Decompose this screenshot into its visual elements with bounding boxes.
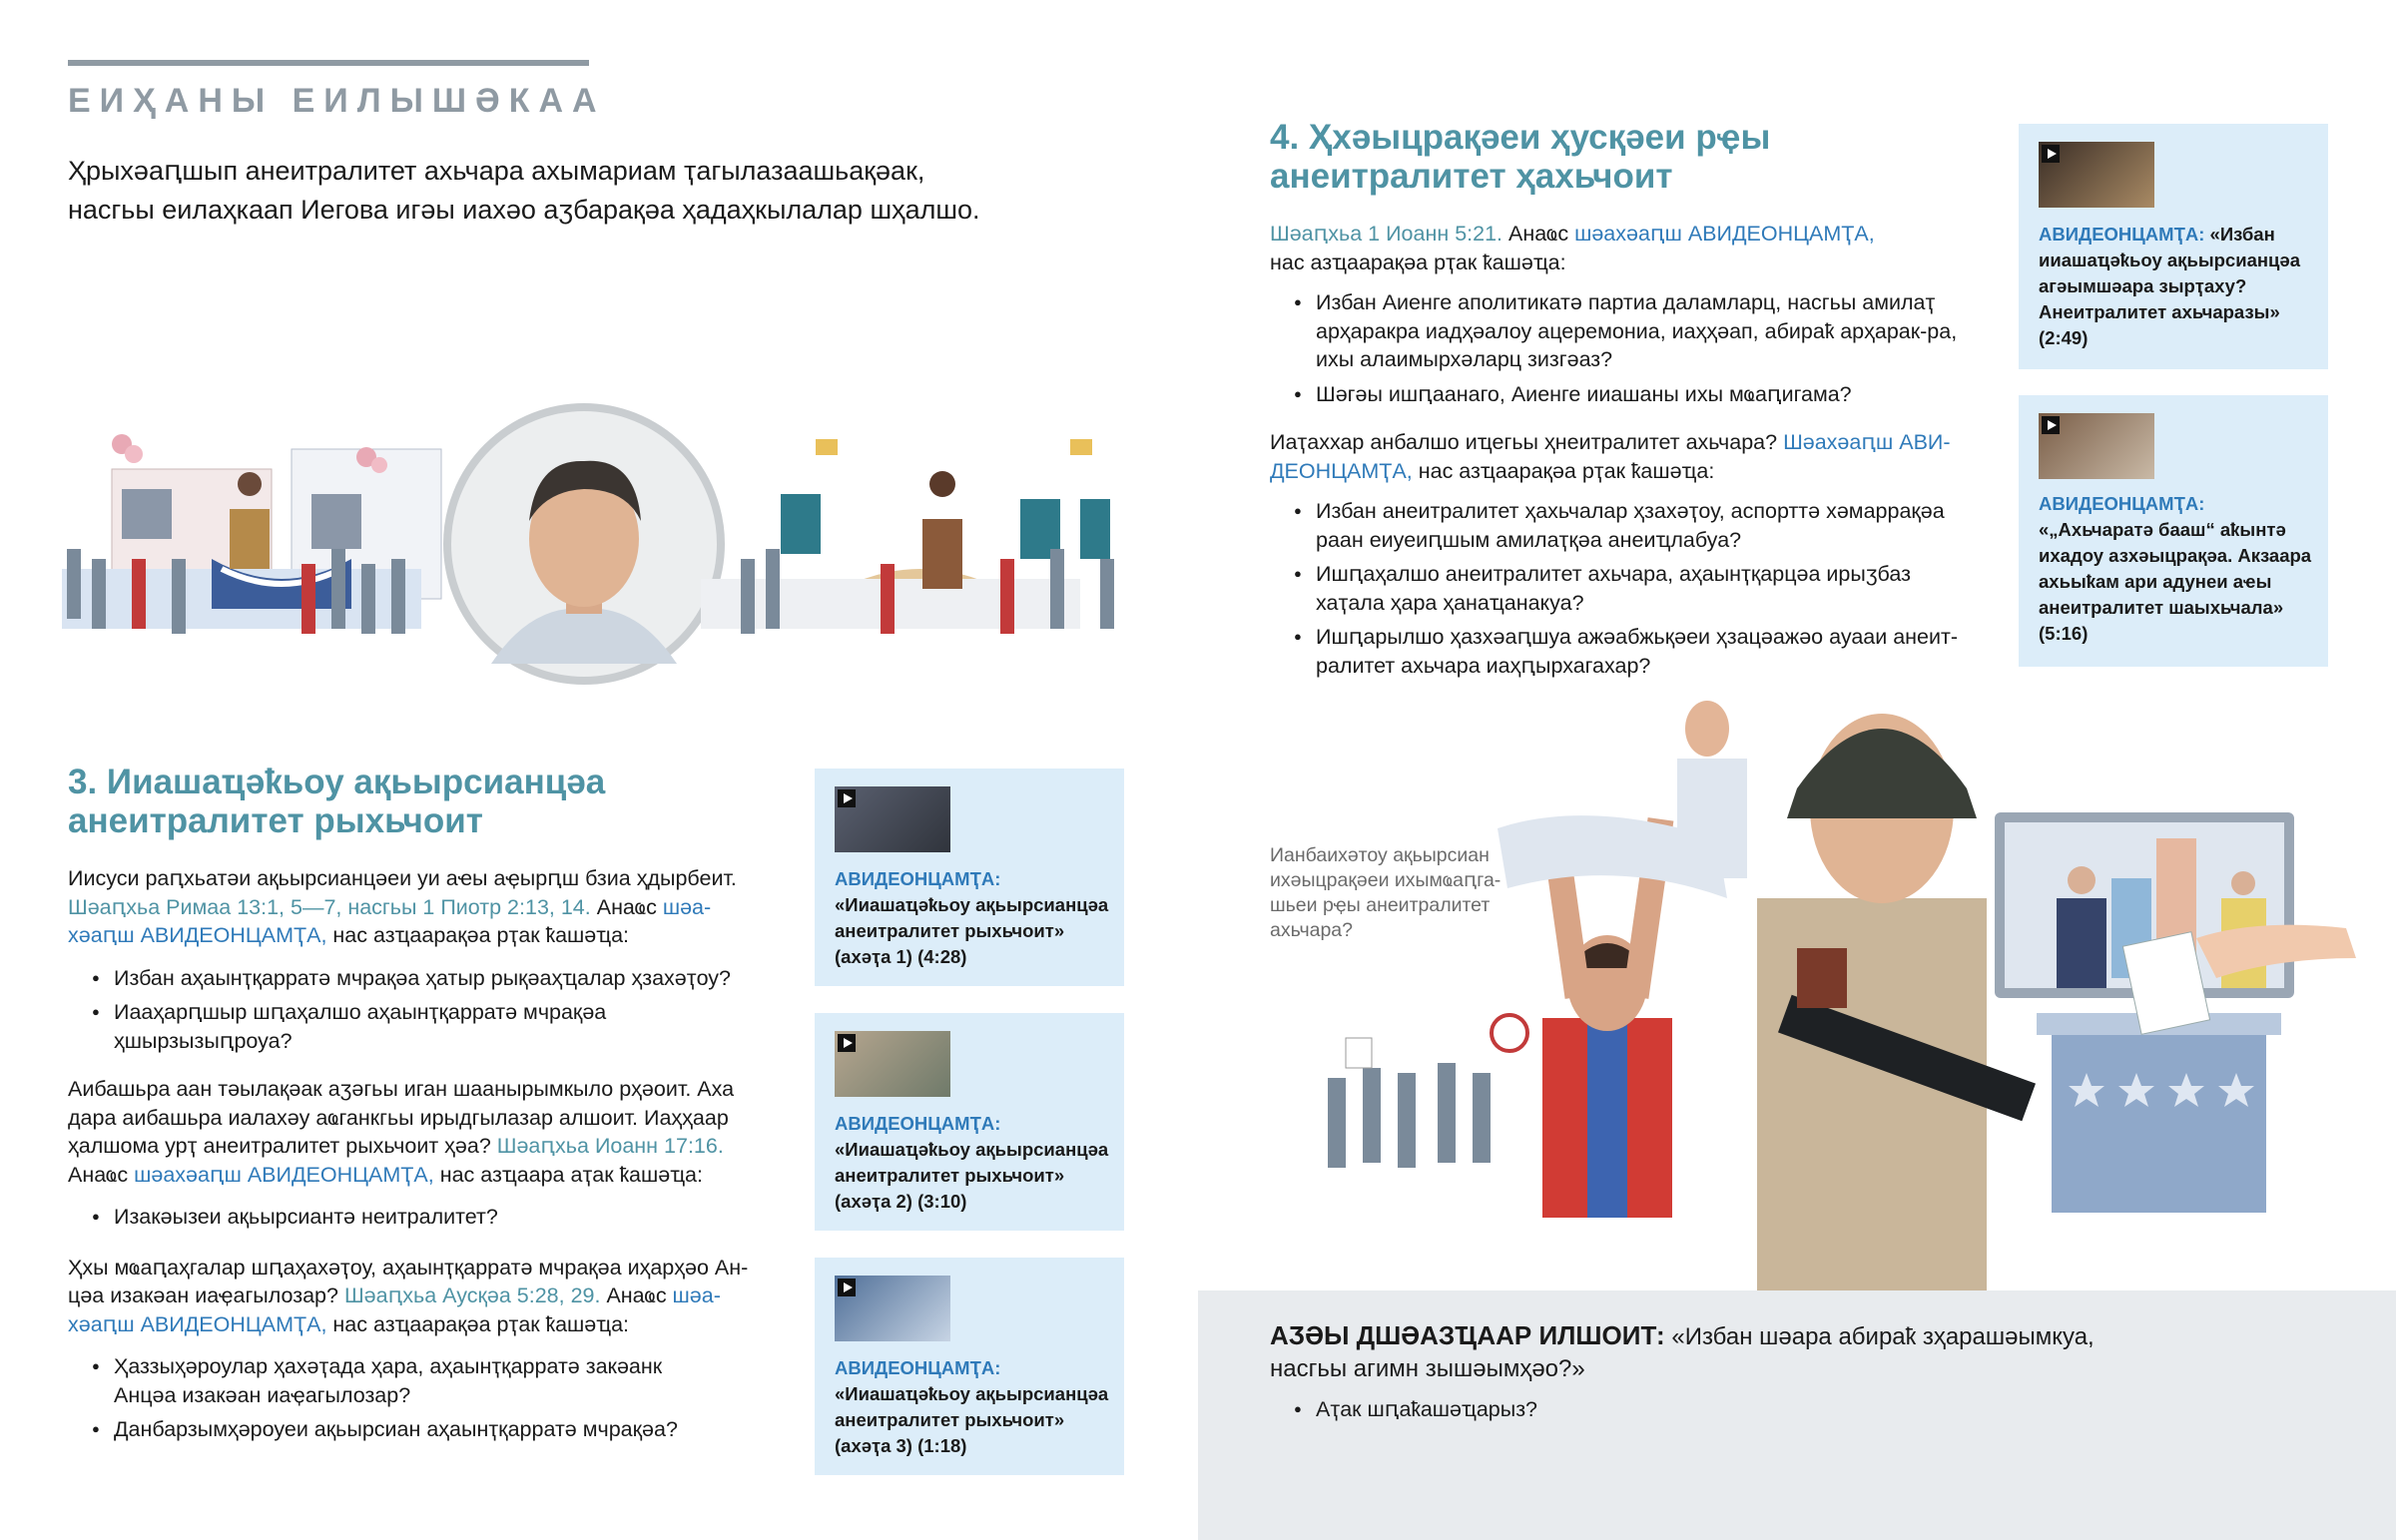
header-rule	[68, 60, 589, 66]
section4-questions-1	[1270, 288, 1969, 408]
scripture-ref[interactable]: Шәаԥхьа Аусқәа 5:28, 29.	[343, 1283, 601, 1307]
video-thumbnail[interactable]	[2039, 413, 2154, 479]
section3-questions-3	[68, 1352, 707, 1444]
question-item: ● Изакәызеи ақьырсиантә неитралитет?	[68, 1203, 767, 1232]
play-icon[interactable]	[2042, 416, 2060, 434]
section4-body: Шәаԥхьа 1 Иоанн 5:21. Анаҩс шәахәаԥш АВИДЕОНЦАМҬА, нас азҵаарақәа рҭак ҟашәҵа: ● Избан Аиенге аполитикатә партиа даламларц, насгьы амилаҭ арҳаракра иадҳәалоу ацеремониа, иаҳҳәап, абираҟ арҳарак-ра, ихы алаимырхәларц зизгәаз? ● Шәгәы ишԥаанаго, Аиенге ииашаны ихы мҩаԥигама? Иаҭаххар анбалшо иҵегьы ҳнеитралитет ахьчара? Шәахәаԥш АВИ- ДЕОНЦАМҬА, нас азҵаарақәа рҭак ҟашәҵа: ● Избан анеитралитет ҳахьчалар ҳзахәҭоу, аспорттә хәмаррақәа раан еиуеиԥшым амилаҭқәа анеиҵлабуа? ● Ишԥаҳалшо анеитралитет ахьчара, аҳаынҭқарцәа ирыӡбаз хаҭала ҳара ҳанаҵанакуа? ● Ишԥарылшо ҳазхәаԥшуа ажәабжьқәеи ҳзацәажәо ауааи анеит-ралитет ахьчара иаҳԥырхагахар?	[1270, 220, 1989, 686]
video-link[interactable]: хәаԥш АВИДЕОНЦАМҬА,	[68, 1311, 327, 1336]
scripture-ref[interactable]: Шәаԥхьа Иоанн 17:16.	[496, 1134, 724, 1158]
video-thumbnail[interactable]	[2039, 142, 2154, 208]
right-rally-scene	[701, 439, 1114, 634]
protesters	[1328, 1015, 1527, 1168]
video-link[interactable]: ДЕОНЦАМҬА,	[1270, 458, 1413, 483]
section4-heading: 4. Ҳхәыцрақәеи ҳусқәеи рҿы анеитралитет ҳахьчоит	[1270, 118, 1771, 196]
video-card-4[interactable]: АВИДЕОНЦАМҬА: «Избан ииашаҵәҟьоу ақьырсианцәа агәымшәара зырҭаху? Анеитралитет ахьчаразы» (2:49)	[2019, 124, 2328, 369]
video-thumbnail[interactable]	[835, 1276, 950, 1341]
video-thumbnail[interactable]	[835, 786, 950, 852]
section3-questions-2	[68, 1203, 767, 1232]
video-card-1[interactable]: АВИДЕОНЦАМҬА: «Ииашаҵәҟьоу ақьырсианцәа анеитралитет рыхьчоит» (ахәҭа 1) (4:28)	[815, 769, 1124, 986]
boy-figure	[1677, 701, 1747, 878]
question-item: ● Избан Аиенге аполитикатә партиа даламларц, насгьы амилаҭ арҳаракра иадҳәалоу ацеремониа, иаҳҳәап, абираҟ арҳарак-ра, ихы алаимырхәларц зизгәаз?	[1270, 288, 1969, 374]
question-item: ● Шәгәы ишԥаанаго, Аиенге ииашаны ихы мҩаԥигама?	[1270, 380, 1969, 409]
question-item: ● Иааҳарԥшыр шԥаҳалшо аҳаынҭқарратә мчрақәа ҳшырзызыԥроуа?	[68, 998, 767, 1055]
video-link[interactable]: шәахәаԥш АВИДЕОНЦАМҬА,	[134, 1162, 434, 1187]
left-rally-scene	[62, 434, 441, 634]
discussion-question: АӠӘЫ ДШӘАЗҴААР ИЛШОИТ: «Избан шәара абираҟ зҳарашәымкуа, насгьы агимн зышәымҳәо?» ● Аҭак шԥаҟашәҵарыз?	[1270, 1319, 2268, 1430]
question-item: ● Ишԥарылшо ҳазхәаԥшуа ажәабжьқәеи ҳзацәажәо ауааи анеит-ралитет ахьчара иаҳԥырхагахар?	[1270, 623, 1969, 680]
soldier	[1757, 714, 2036, 1290]
play-icon[interactable]	[838, 789, 856, 807]
neutrality-illustration	[1298, 699, 2366, 1290]
video-link[interactable]: шәахәаԥш АВИДЕОНЦАМҬА,	[1574, 222, 1875, 246]
portrait	[447, 407, 721, 681]
video-link[interactable]: шәа-	[672, 1283, 721, 1307]
video-link[interactable]: Шәахәаԥш АВИ-	[1783, 430, 1951, 454]
question-item: ● Ишԥаҳалшо анеитралитет ахьчара, аҳаынҭқарцәа ирыӡбаз хаҭала ҳара ҳанаҵанакуа?	[1270, 560, 1969, 617]
question-item: ● Ҳаззыҳәроулар ҳахәҭада ҳара, аҳаынҭқарратә закәанк Анцәа изакәан иаҿагылозар?	[68, 1352, 707, 1409]
section-kicker: ЕИҲАНЫ ЕИЛЫШӘКАА	[68, 82, 606, 120]
scripture-ref[interactable]: Шәаԥхьа 1 Иоанн 5:21.	[1270, 222, 1503, 246]
video-thumbnail[interactable]	[835, 1031, 950, 1097]
video-link[interactable]: шәа-	[662, 894, 712, 919]
play-icon[interactable]	[838, 1034, 856, 1052]
intro-text: Ҳрыхәаԥшып анеитралитет ахьчара ахымариам ҭагылазаашьақәак, насгьы еилаҳкаап Иегова игәы иахәо аӡбарақәа ҳадаҳкылалар шҳалшо.	[68, 156, 980, 225]
question-item: ● Аҭак шԥаҟашәҵарыз?	[1270, 1395, 2268, 1424]
section3-body: Иисуси раԥхьатәи ақьырсианцәеи уи аҽы аҿырԥш бзиа ҳдырбеит. Шәаԥхьа Римаа 13:1, 5—7, насгьы 1 Пиотр 2:13, 14. Анаҩс шәа- хәаԥш АВИДЕОНЦАМҬА, нас азҵаарақәа рҭак ҟашәҵа: ● Избан аҳаынҭқарратә мчрақәа ҳатыр рықәаҳҵалар ҳзахәҭоу? ● Иааҳарԥшыр шԥаҳалшо аҳаынҭқарратә мчрақәа ҳшырзызыԥроуа? Аибашьра аан тәылақәак аӡәгьы иган шаанырымкыло рҳәоит. Аха дара аибашьра иалахәу аҩганкгьы ирыдгылазар алшоит. Иаҳҳаар ҳалшома урҭ анеитралитет рыхьчоит ҳәа? Шәаԥхьа Иоанн 17:16. Анаҩс шәахәаԥш АВИДЕОНЦАМҬА, нас азҵаара аҭак ҟашәҵа: ● Изакәызеи ақьырсиантә неитралитет? Ҳхы мҩаԥаҳгалар шԥаҳахәҭоу, аҳаынҭқарратә мчрақәа иҳарҳәо Ан- цәа изакәан иаҿагылозар? Шәаԥхьа Аусқәа 5:28, 29. Анаҩс шәа- хәаԥш АВИДЕОНЦАМҬА, нас азҵаарақәа рҭак ҟашәҵа: ● Ҳаззыҳәроулар ҳахәҭада ҳара, аҳаынҭқарратә закәанк Анцәа изакәан иаҿагылозар? ● Данбарзымҳәроуеи ақьырсиан аҳаынҭқарратә мчрақәа?	[68, 864, 767, 1450]
rally-illustration	[62, 399, 1160, 689]
scripture-ref[interactable]: Шәаԥхьа Римаа 13:1, 5—7, насгьы 1 Пиотр 2:13, 14.	[68, 894, 591, 919]
illustration-caption: Ианбаихәтоу ақьырсиан ихәыцрақәеи ихымҩаԥга-шьеи рҿы анеитралитет ахьчара?	[1270, 844, 1501, 941]
discussion-label: АӠӘЫ ДШӘАЗҴААР ИЛШОИТ:	[1270, 1320, 1665, 1350]
play-icon[interactable]	[838, 1279, 856, 1296]
video-card-2[interactable]: АВИДЕОНЦАМҬА: «Ииашаҵәҟьоу ақьырсианцәа анеитралитет рыхьчоит» (ахәҭа 2) (3:10)	[815, 1013, 1124, 1231]
question-item: ● Данбарзымҳәроуеи ақьырсиан аҳаынҭқарратә мчрақәа?	[68, 1415, 707, 1444]
section3-heading: 3. Ииашаҵәҟьоу ақьырсианцәа анеитралитет рыхьчоит	[68, 763, 606, 840]
video-card-5[interactable]: АВИДЕОНЦАМҬА: «„Ахьчаратә бааш“ аҟынтә ихадоу азхәыцрақәа. Акзаара ахьыҟам ари адунеи аҽы анеитралитет шаыхьчала» (5:16)	[2019, 395, 2328, 667]
question-item: ● Избан анеитралитет ҳахьчалар ҳзахәҭоу, аспорттә хәмаррақәа раан еиуеиԥшым амилаҭқәа анеиҵлабуа?	[1270, 497, 1969, 554]
play-icon[interactable]	[2042, 145, 2060, 163]
section3-questions-1	[68, 964, 767, 1056]
video-card-3[interactable]: АВИДЕОНЦАМҬА: «Ииашаҵәҟьоу ақьырсианцәа анеитралитет рыхьчоит» (ахәҭа 3) (1:18)	[815, 1258, 1124, 1475]
question-item: ● Избан аҳаынҭқарратә мчрақәа ҳатыр рықәаҳҵалар ҳзахәҭоу?	[68, 964, 767, 993]
section4-questions-2	[1270, 497, 1969, 680]
video-link[interactable]: хәаԥш АВИДЕОНЦАМҬА,	[68, 923, 327, 947]
discussion-bullets	[1270, 1395, 2268, 1424]
